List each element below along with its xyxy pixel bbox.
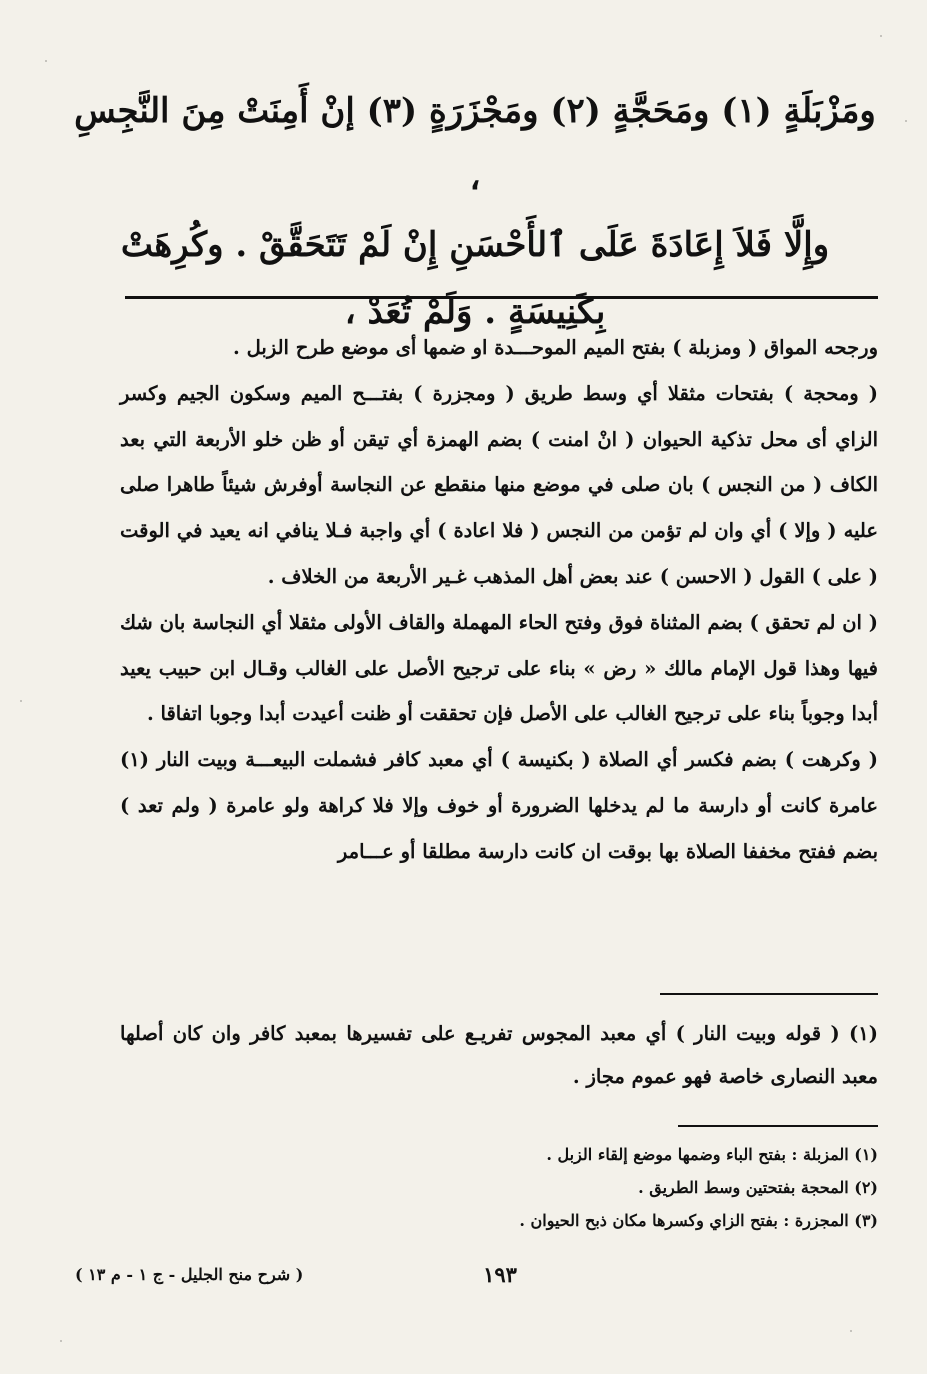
footnote-item: (٢) المحجة بفتحتين وسط الطريق . [638, 1178, 878, 1197]
margin-note: (١) ( قوله وبيت النار ) أي معبد المجوس تفريـع على تفسيرها بمعبد كافر وان كان أصلها معبد النصارى خاصة فهو عموم مجاز . [120, 1022, 878, 1088]
commentary-paragraph-2: ( ومحجة ) بفتحات مثقلا أي وسط طريق ( ومجزرة ) بفتـــح الميم وسكون الجيم وكسر الزاي أى محل تذكية الحيوان ( انْ امنت ) بضم الهمزة أي تيقن أو ظن خلو الأربعة التي بعد الكاف ( من النجس ) بان صلى في موضع منها منقطع عن النجاسة أوفرش شيئاً طاهرا صلى عليه ( وإلا ) أي وان لم تؤمن من النجس ( فلا اعادة ) أي واجبة فـلا ينافي انه يعيد في الوقت ( على ) القول ( الاحسن ) عند بعض أهل المذهب غـير الأربعة من الخلاف . [120, 381, 878, 588]
paper-speck [45, 60, 47, 62]
footnote-item: (٣) المجزرة : بفتح الزاي وكسرها مكان ذبح الحيوان . [519, 1211, 878, 1230]
commentary-paragraph-1: ورجحه المواق ( ومزبلة ) بفتح الميم الموحـــدة او ضمها أى موضع طرح الزبل . [233, 336, 878, 359]
footnote-item: (١) المزبلة : بفتح الباء وضمها موضع إلقاء الزبل . [546, 1145, 878, 1164]
paper-speck [60, 1340, 62, 1342]
paper-speck [20, 700, 22, 702]
running-title: ( شرح منح الجليل - ج ١ - م ١٣ ) [75, 1265, 304, 1284]
commentary-block [120, 325, 878, 875]
commentary-paragraph-3: ( ان لم تحقق ) بضم المثناة فوق وفتح الحاء المهملة والقاف الأولى مثقلا أي النجاسة بان شك فيها وهذا قول الإمام مالك « رض » بناء على ترجيح الأصل على الغالب وقـال ابن حبيب يعيد أبدا وجوباً بناء على ترجيح الغالب على الأصل فإن تحققت أو ظنت أعيدت أبدا وجوبا اتفاقا . [120, 610, 878, 726]
paper-speck [880, 35, 882, 37]
note-divider [660, 993, 878, 995]
main-text-line-2: وإِلَّا فَلاَ إِعَادَةَ عَلَى ٱلأَحْسَنِ إِنْ لَمْ تَتَحَقَّقْ . وكُرِهَتْ [120, 225, 830, 265]
paper-speck [850, 1330, 852, 1332]
main-divider [125, 296, 878, 299]
main-text-line-3: بِكَنِيسَةٍ . وَلَمْ تُعَدْ ، [344, 292, 606, 332]
footnotes-list [300, 1138, 878, 1237]
main-text-block [70, 78, 880, 346]
footnote-divider [678, 1125, 878, 1127]
page-number: ١٩٣ [483, 1262, 517, 1287]
paper-speck [905, 120, 907, 122]
main-text-line-1: ومَزْبَلَةٍ (١) ومَحَجَّةٍ (٢) ومَجْزَرَةٍ (٣) إنْ أَمِنَتْ مِنَ النَّجِسِ ، [74, 91, 876, 198]
commentary-paragraph-4: ( وكرهت ) بضم فكسر أي الصلاة ( بكنيسة ) أي معبد كافر فشملت البيعـــة وبيت النار (١) عامرة كانت أو دارسة ما لم يدخلها الضرورة أو خوف وإلا فلا كراهة ولو عامرة ( ولم تعد ) بضم ففتح مخففا الصلاة بها بوقت ان كانت دارسة مطلقا أو عـــامر [120, 748, 878, 863]
